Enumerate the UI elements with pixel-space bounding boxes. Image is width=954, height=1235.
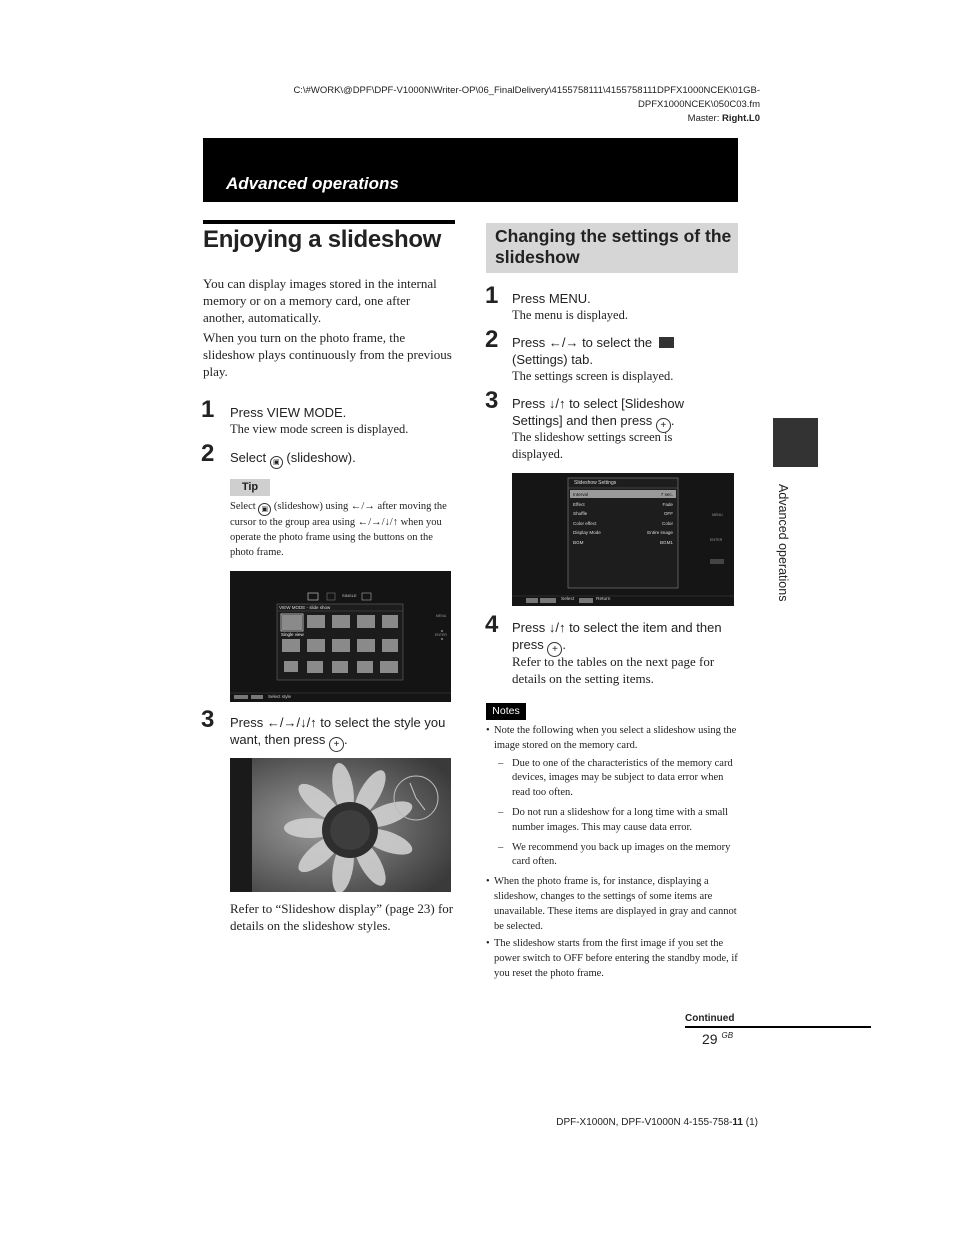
slideshow-icon: ▣ — [270, 456, 283, 469]
heading-rule — [203, 220, 455, 224]
page-number: 29 $^{GB}$ — [702, 1031, 734, 1047]
file-path-header — [293, 84, 760, 126]
settings-row[interactable] — [573, 509, 673, 519]
screen1-enter: ENTER — [435, 633, 447, 637]
settings-row[interactable] — [573, 500, 673, 510]
step-3-number: 3 — [201, 706, 215, 733]
file-path-line1: C:\#WORK\@DPF\DPF-V1000N\Writer-OP\06_FinalDelivery\4155758111\4155758111DPFX1000NCEK\01GB- — [293, 85, 760, 96]
screen2-footer-select: Select — [561, 597, 575, 602]
settings-row-label: Effect — [573, 501, 585, 507]
slideshow-display-reference: Refer to “Slideshow display” (page 23) for details on the slideshow styles. — [230, 901, 454, 933]
settings-row-label: Display Mode — [573, 530, 601, 536]
settings-row-value: Fade — [662, 501, 673, 507]
settings-row-value: Entire image — [647, 530, 673, 536]
note-subitem: – We recommend you back up images on the memory card often. — [486, 841, 738, 871]
enter-button-icon: + — [547, 642, 562, 657]
step-2-text: Select ▣ (slideshow). — [230, 449, 356, 469]
r-step-3-number: 3 — [485, 387, 499, 414]
view-mode-screen-graphic — [230, 571, 451, 702]
sunflower-photo-graphic — [230, 758, 451, 892]
settings-list — [573, 490, 673, 548]
screen2-footer-return: Return — [596, 597, 611, 602]
banner-title: Advanced operations — [226, 174, 399, 193]
settings-row[interactable] — [573, 528, 673, 538]
intro-paragraph-2: When you turn on the photo frame, the slideshow plays continuously from the previous play. — [203, 330, 452, 379]
note-item: • The slideshow starts from the first image if you set the power switch to OFF before entering the standby mode, if you reset the photo frame. — [486, 937, 738, 981]
notes-badge: Notes — [486, 703, 526, 720]
step-3-text: Press ←/→/↓/↑ to select the style you want, then press + . — [230, 715, 446, 750]
r-step-2-sub: The settings screen is displayed. — [512, 369, 674, 383]
screen2-enter: ENTER — [710, 538, 723, 542]
file-path-line2: DPFX1000NCEK\050C03.fm — [638, 99, 760, 110]
step-1-number: 1 — [201, 396, 215, 423]
tip-badge: Tip — [230, 479, 270, 496]
tip-text: Select ▣ (slideshow) using ←/→ after moving the cursor to the group area using ←/→/↓/↑ when you operate the photo frame using the buttons on the photo frame. — [230, 501, 447, 558]
continued-label: Continued — [685, 1013, 735, 1024]
r-step-4-number: 4 — [485, 611, 499, 638]
settings-row-value: Color — [662, 520, 673, 526]
side-tab-marker — [773, 418, 818, 467]
settings-tab-icon — [659, 337, 674, 348]
r-step-4-text: Press ↓/↑ to select the item and then press + . — [512, 620, 722, 655]
section-heading-box — [486, 223, 738, 273]
r-step-1-number: 1 — [485, 282, 499, 309]
page-title: Enjoying a slideshow — [203, 226, 442, 253]
screen1-footer: Select style — [268, 694, 292, 699]
screen2-title: Slideshow Settings — [574, 480, 617, 486]
enter-button-icon: + — [656, 418, 671, 433]
r-step-1-text: Press MENU. — [512, 291, 591, 306]
intro-paragraph-1: You can display images stored in the internal memory or on a memory card, one after another, automatically. — [203, 276, 437, 325]
screen1-single-view: Single view — [281, 632, 304, 637]
model-footer: DPF-X1000N, DPF-V1000N 4-155-758-11 (1) — [556, 1117, 758, 1128]
note-item: • Note the following when you select a slideshow using the image stored on the memory card. — [486, 724, 738, 754]
note-subitem: – Do not run a slideshow for a long time with a small number images. This may cause data error. — [486, 806, 738, 836]
settings-row-label: Interval — [573, 492, 589, 497]
note-item: • When the photo frame is, for instance, displaying a slideshow, changes to the settings of some items are unavailable. These items are displayed in gray and cannot be selected. — [486, 875, 738, 934]
screen1-title: VIEW MODE - slide show — [279, 605, 331, 610]
settings-row-label: BGM — [573, 539, 584, 545]
screen2-menu: MENU — [712, 513, 723, 517]
settings-row-label: Shuffle — [573, 511, 588, 517]
view-mode-screenshot — [230, 571, 451, 702]
r-step-3-sub: The slideshow settings screen is displayed. — [512, 430, 673, 461]
slideshow-icon: ▣ — [258, 503, 271, 516]
master-line: Master: Right.L0 — [687, 113, 760, 124]
r-step-4-sub: Refer to the tables on the next page for details on the setting items. — [512, 654, 715, 686]
settings-row[interactable] — [573, 538, 673, 548]
settings-row-value: OFF — [663, 511, 673, 517]
tab-single: SINGLE — [342, 593, 357, 598]
notes-list — [486, 724, 738, 985]
settings-row[interactable] — [573, 490, 673, 500]
enter-button-icon: + — [329, 737, 344, 752]
step-2-number: 2 — [201, 440, 215, 467]
step-1-sub: The view mode screen is displayed. — [230, 422, 409, 436]
section-banner — [203, 138, 738, 202]
r-step-1-sub: The menu is displayed. — [512, 308, 628, 322]
settings-row-label: Color effect — [573, 520, 597, 526]
continued-rule — [685, 1026, 871, 1028]
side-tab-label: Advanced operations — [776, 484, 790, 602]
settings-row-value: 7 sec. — [660, 492, 673, 497]
slideshow-settings-screenshot — [512, 473, 734, 606]
settings-row[interactable] — [573, 519, 673, 529]
r-step-3-text: Press ↓/↑ to select [Slideshow Settings] and then press + . — [512, 396, 684, 431]
r-step-2-number: 2 — [485, 326, 499, 353]
slideshow-photo — [230, 758, 451, 892]
step-1-text: Press VIEW MODE. — [230, 405, 347, 420]
r-step-2-text: Press ←/→ to select the (Settings) tab. — [512, 334, 712, 368]
settings-row-value: BGM1 — [659, 539, 673, 545]
section-heading: Changing the settings of the slideshow — [495, 226, 732, 267]
note-subitem: – Due to one of the characteristics of the memory card devices, images may be subject to data error when read too often. — [486, 757, 738, 801]
screen1-menu: MENU — [436, 614, 447, 618]
